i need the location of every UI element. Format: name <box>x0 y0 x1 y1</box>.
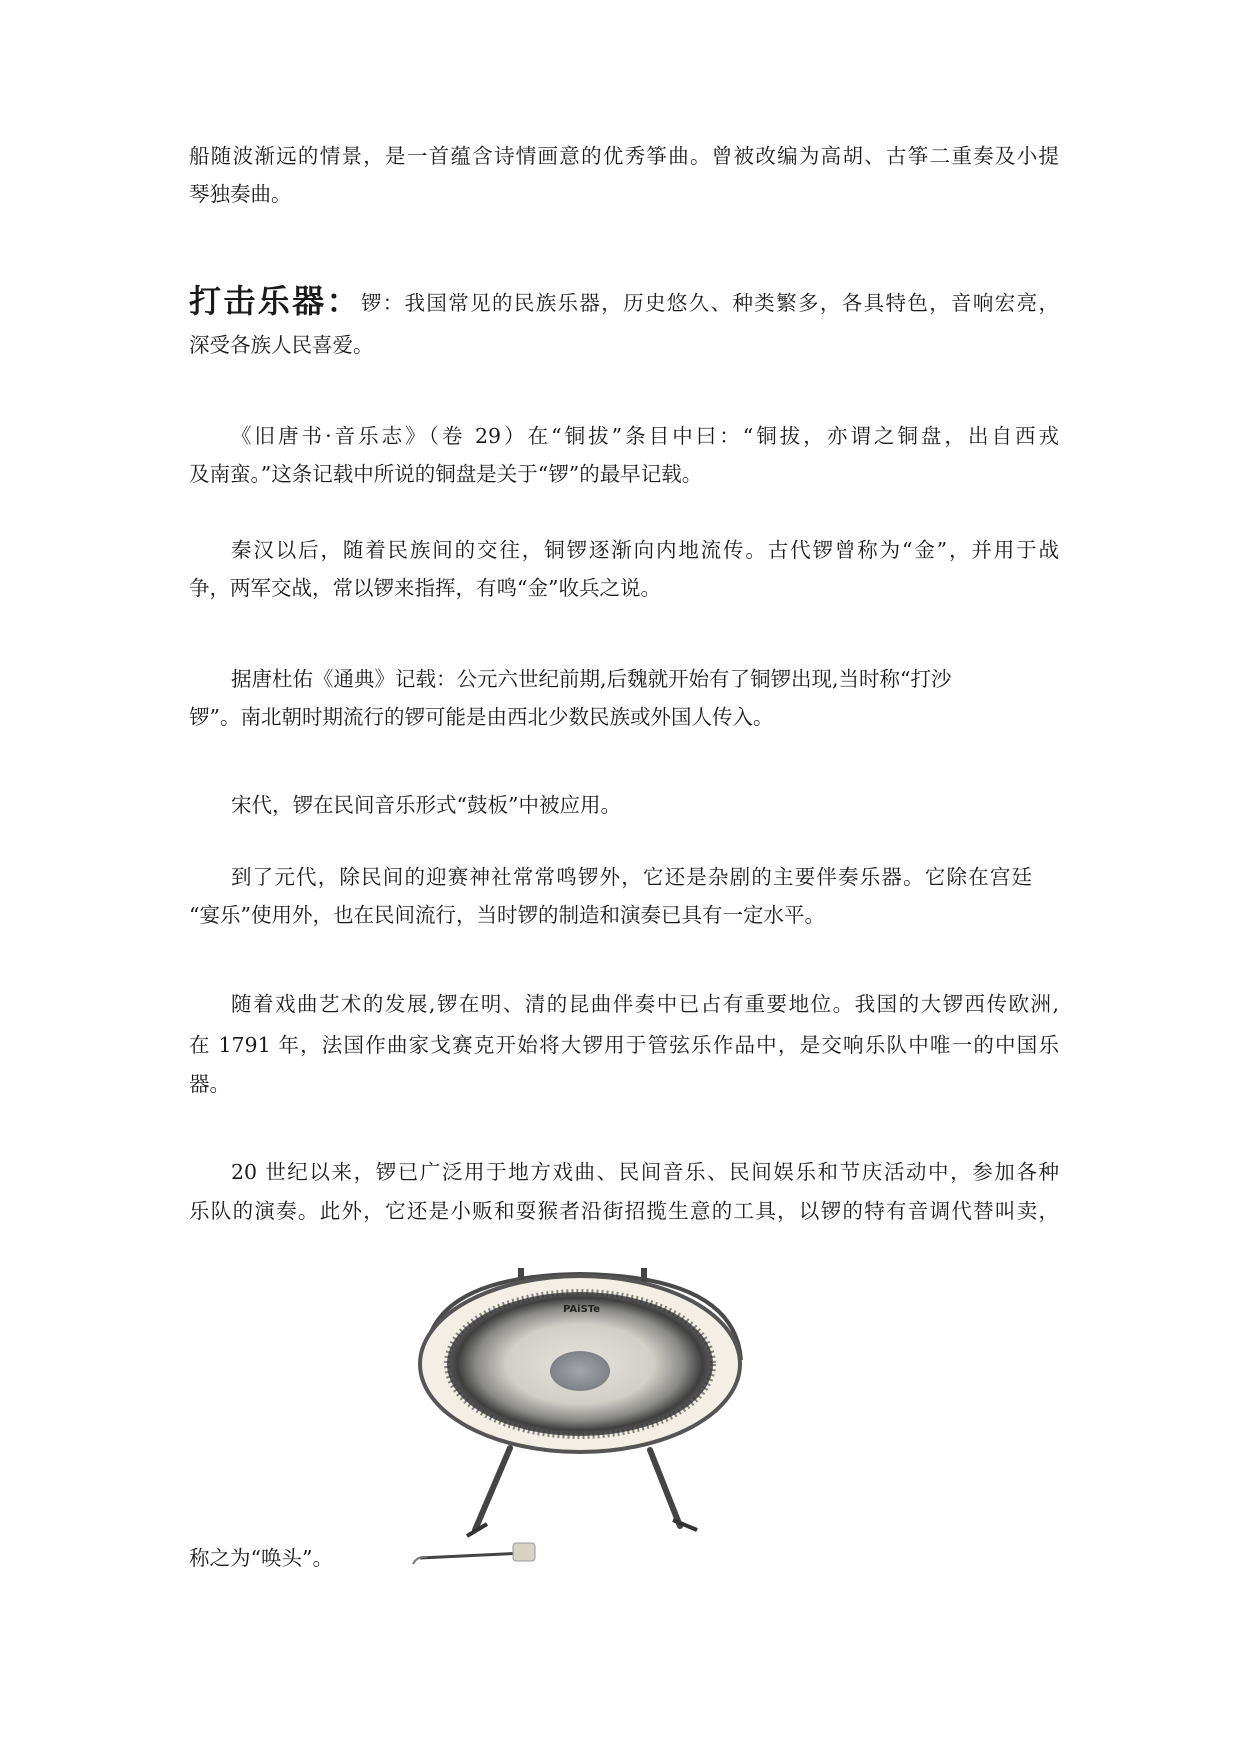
section-lead: 锣：我国常见的民族乐器，历史悠久、种类繁多，各具特色，音响宏亮， <box>360 291 1059 315</box>
paragraph-7-line-1: 20 世纪以来，锣已广泛用于地方戏曲、民间音乐、民间娱乐和节庆活动中，参加各种 <box>231 1160 1059 1184</box>
paragraph-5-line-1: 到了元代，除民间的迎赛神社常常鸣锣外，它还是杂剧的主要伴奏乐器。它除在宫廷 <box>231 865 1032 889</box>
paragraph-7-line-3: 称之为“唤头”。 <box>189 1546 333 1570</box>
paragraph-2-line-2: 争，两军交战，常以锣来指挥，有鸣“金”收兵之说。 <box>189 576 661 600</box>
paragraph-2-line-1: 秦汉以后，随着民族间的交往，铜锣逐渐向内地流传。古代锣曾称为“金”，并用于战 <box>231 538 1059 562</box>
gong-brand-mark: PAiSTe <box>563 1304 601 1315</box>
paragraph-7-line-2: 乐队的演奏。此外，它还是小贩和耍猴者沿街招揽生意的工具，以锣的特有音调代替叫卖， <box>189 1199 1059 1223</box>
gong-image <box>405 1268 785 1570</box>
paragraph-6-line-2: 在 1791 年，法国作曲家戈赛克开始将大锣用于管弦乐作品中，是交响乐队中唯一的中国乐 <box>189 1033 1059 1057</box>
paragraph-3-line-1: 据唐杜佑《通典》记载：公元六世纪前期,后魏就开始有了铜锣出现,当时称“打沙 <box>231 667 952 691</box>
paragraph-6-line-3: 器。 <box>189 1072 230 1096</box>
paragraph-1-line-2: 及南蛮。”这条记载中所说的铜盘是关于“锣”的最早记载。 <box>189 462 703 486</box>
paragraph-4-line-1: 宋代，锣在民间音乐形式“鼓板”中被应用。 <box>231 793 621 817</box>
section-title: 打击乐器： <box>189 282 361 320</box>
gong-illustration <box>405 1268 785 1570</box>
paragraph-3-line-2: 锣”。南北朝时期流行的锣可能是由西北少数民族或外国人传入。 <box>189 705 774 729</box>
section-heading-line <box>189 278 1059 326</box>
intro-line-1: 船随波渐远的情景，是一首蕴含诗情画意的优秀筝曲。曾被改编为高胡、古筝二重奏及小提 <box>189 144 1059 168</box>
section-lead-line-2: 深受各族人民喜爱。 <box>189 333 374 357</box>
paragraph-1-line-1: 《旧唐书·音乐志》（卷 29）在“铜拔”条目中曰：“铜拔，亦谓之铜盘，出自西戎 <box>231 424 1059 448</box>
intro-line-2: 琴独奏曲。 <box>189 182 292 206</box>
paragraph-5-line-2: “宴乐”使用外，也在民间流行，当时锣的制造和演奏已具有一定水平。 <box>189 903 825 927</box>
paragraph-6-line-1: 随着戏曲艺术的发展,锣在明、清的昆曲伴奏中已占有重要地位。我国的大锣西传欧洲, <box>231 992 1059 1016</box>
